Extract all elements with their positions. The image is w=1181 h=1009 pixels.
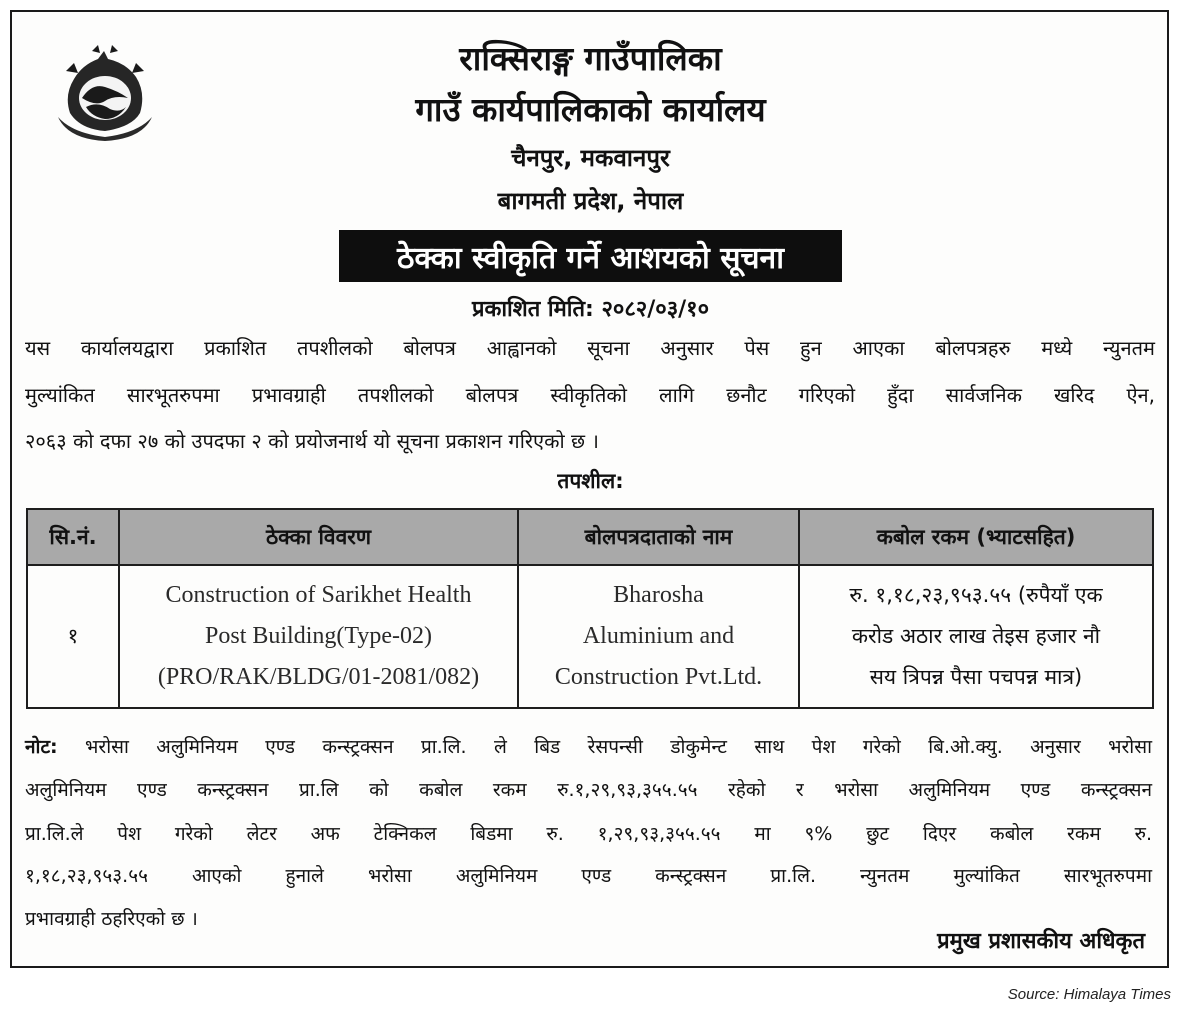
col-amount-header: कबोल रकम (भ्याटसहित): [799, 509, 1153, 565]
bidder-line-3: Construction Pvt.Ltd.: [554, 664, 763, 690]
description-line-1: Construction of Sarikhet Health: [165, 582, 472, 608]
cell-bidder: [518, 565, 799, 708]
office-location: चैनपुर, मकवानपुर: [511, 144, 670, 172]
intro-line-3: २०६३ को दफा २७ को उपदफा २ को प्रयोजनार्थ यो सूचना प्रकाशन गरिएको छ ।: [25, 429, 599, 453]
notice-title: [339, 230, 842, 282]
amount-line-1: रु. १,१८,२३,९५३.५५ (रुपैयाँ एक: [849, 583, 1103, 607]
office-province: बागमती प्रदेश, नेपाल: [497, 187, 684, 215]
source-credit: Source: Himalaya Times: [1007, 986, 1171, 1003]
col-description-header: ठेक्का विवरण: [119, 509, 518, 565]
col-bidder-header: बोलपत्रदाताको नाम: [518, 509, 799, 565]
contract-table: [26, 508, 1154, 709]
bidder-line-2: Aluminium and: [582, 623, 735, 649]
table-header-row: [27, 509, 1153, 565]
cell-amount: [799, 565, 1153, 708]
note-label: नोट:: [25, 736, 58, 758]
col-serial-header: सि.नं.: [27, 509, 119, 565]
note-text-1: भरोसा अलुमिनियम एण्ड कन्स्ट्रक्सन प्रा.लि. ले बिड रेसपन्सी डोकुमेन्ट साथ पेश गरेको बि.ओ.क्यु. अनुसार भरोसा: [57, 736, 1152, 758]
details-label: तपशील:: [557, 469, 624, 493]
cell-description: [119, 565, 518, 708]
note-line-4: १,१८,२३,९५३.५५ आएको हुनाले भरोसा अलुमिनियम एण्ड कन्स्ट्रक्सन प्रा.लि. न्युनतम मुल्यांकित सारभूतरुपमा: [25, 865, 1152, 887]
note-line-1: [25, 733, 1152, 759]
description-line-3: (PRO/RAK/BLDG/01-2081/082): [157, 664, 480, 690]
amount-line-3: सय त्रिपन्न पैसा पचपन्न मात्र): [869, 665, 1083, 689]
note-line-2: अलुमिनियम एण्ड कन्स्ट्रक्सन प्रा.लि को कबोल रकम रु.१,२९,९३,३५५.५५ रहेको र भरोसा अलुमिनियम एण्ड कन्स्ट्रक्सन: [25, 779, 1152, 801]
bidder-line-1: Bharosha: [613, 582, 704, 608]
description-line-2: Post Building(Type-02): [205, 623, 432, 649]
intro-line-2: मुल्यांकित सारभूतरुपमा प्रभावग्राही तपशीलको बोलपत्र स्वीकृतिको लागि छनौट गरिएको हुँदा सार्वजनिक खरिद ऐन,: [25, 383, 1155, 407]
signatory: प्रमुख प्रशासकीय अधिकृत: [937, 929, 1145, 954]
office-name: राक्सिराङ्ग गाउँपालिका: [459, 39, 722, 78]
office-subtitle: गाउँ कार्यपालिकाको कार्यालय: [415, 90, 766, 129]
note-line-3: प्रा.लि.ले पेश गरेको लेटर अफ टेक्निकल बिडमा रु. १,२९,९३,३५५.५५ मा ९% छुट दिएर कबोल रकम रु.: [25, 823, 1152, 845]
published-date: प्रकाशित मिति: २०८२/०३/१०: [471, 297, 710, 322]
cell-serial: १: [27, 565, 119, 708]
notice-title-text: ठेक्का स्वीकृति गर्ने आशयको सूचना: [397, 240, 784, 276]
amount-line-2: करोड अठार लाख तेइस हजार नौ: [851, 624, 1101, 648]
note-line-5: प्रभावग्राही ठहरिएको छ ।: [25, 908, 198, 930]
table-row: [27, 565, 1153, 708]
intro-line-1: यस कार्यालयद्वारा प्रकाशित तपशीलको बोलपत्र आह्वानको सूचना अनुसार पेस हुन आएका बोलपत्रहरु मध्ये न्युनतम: [25, 336, 1155, 360]
